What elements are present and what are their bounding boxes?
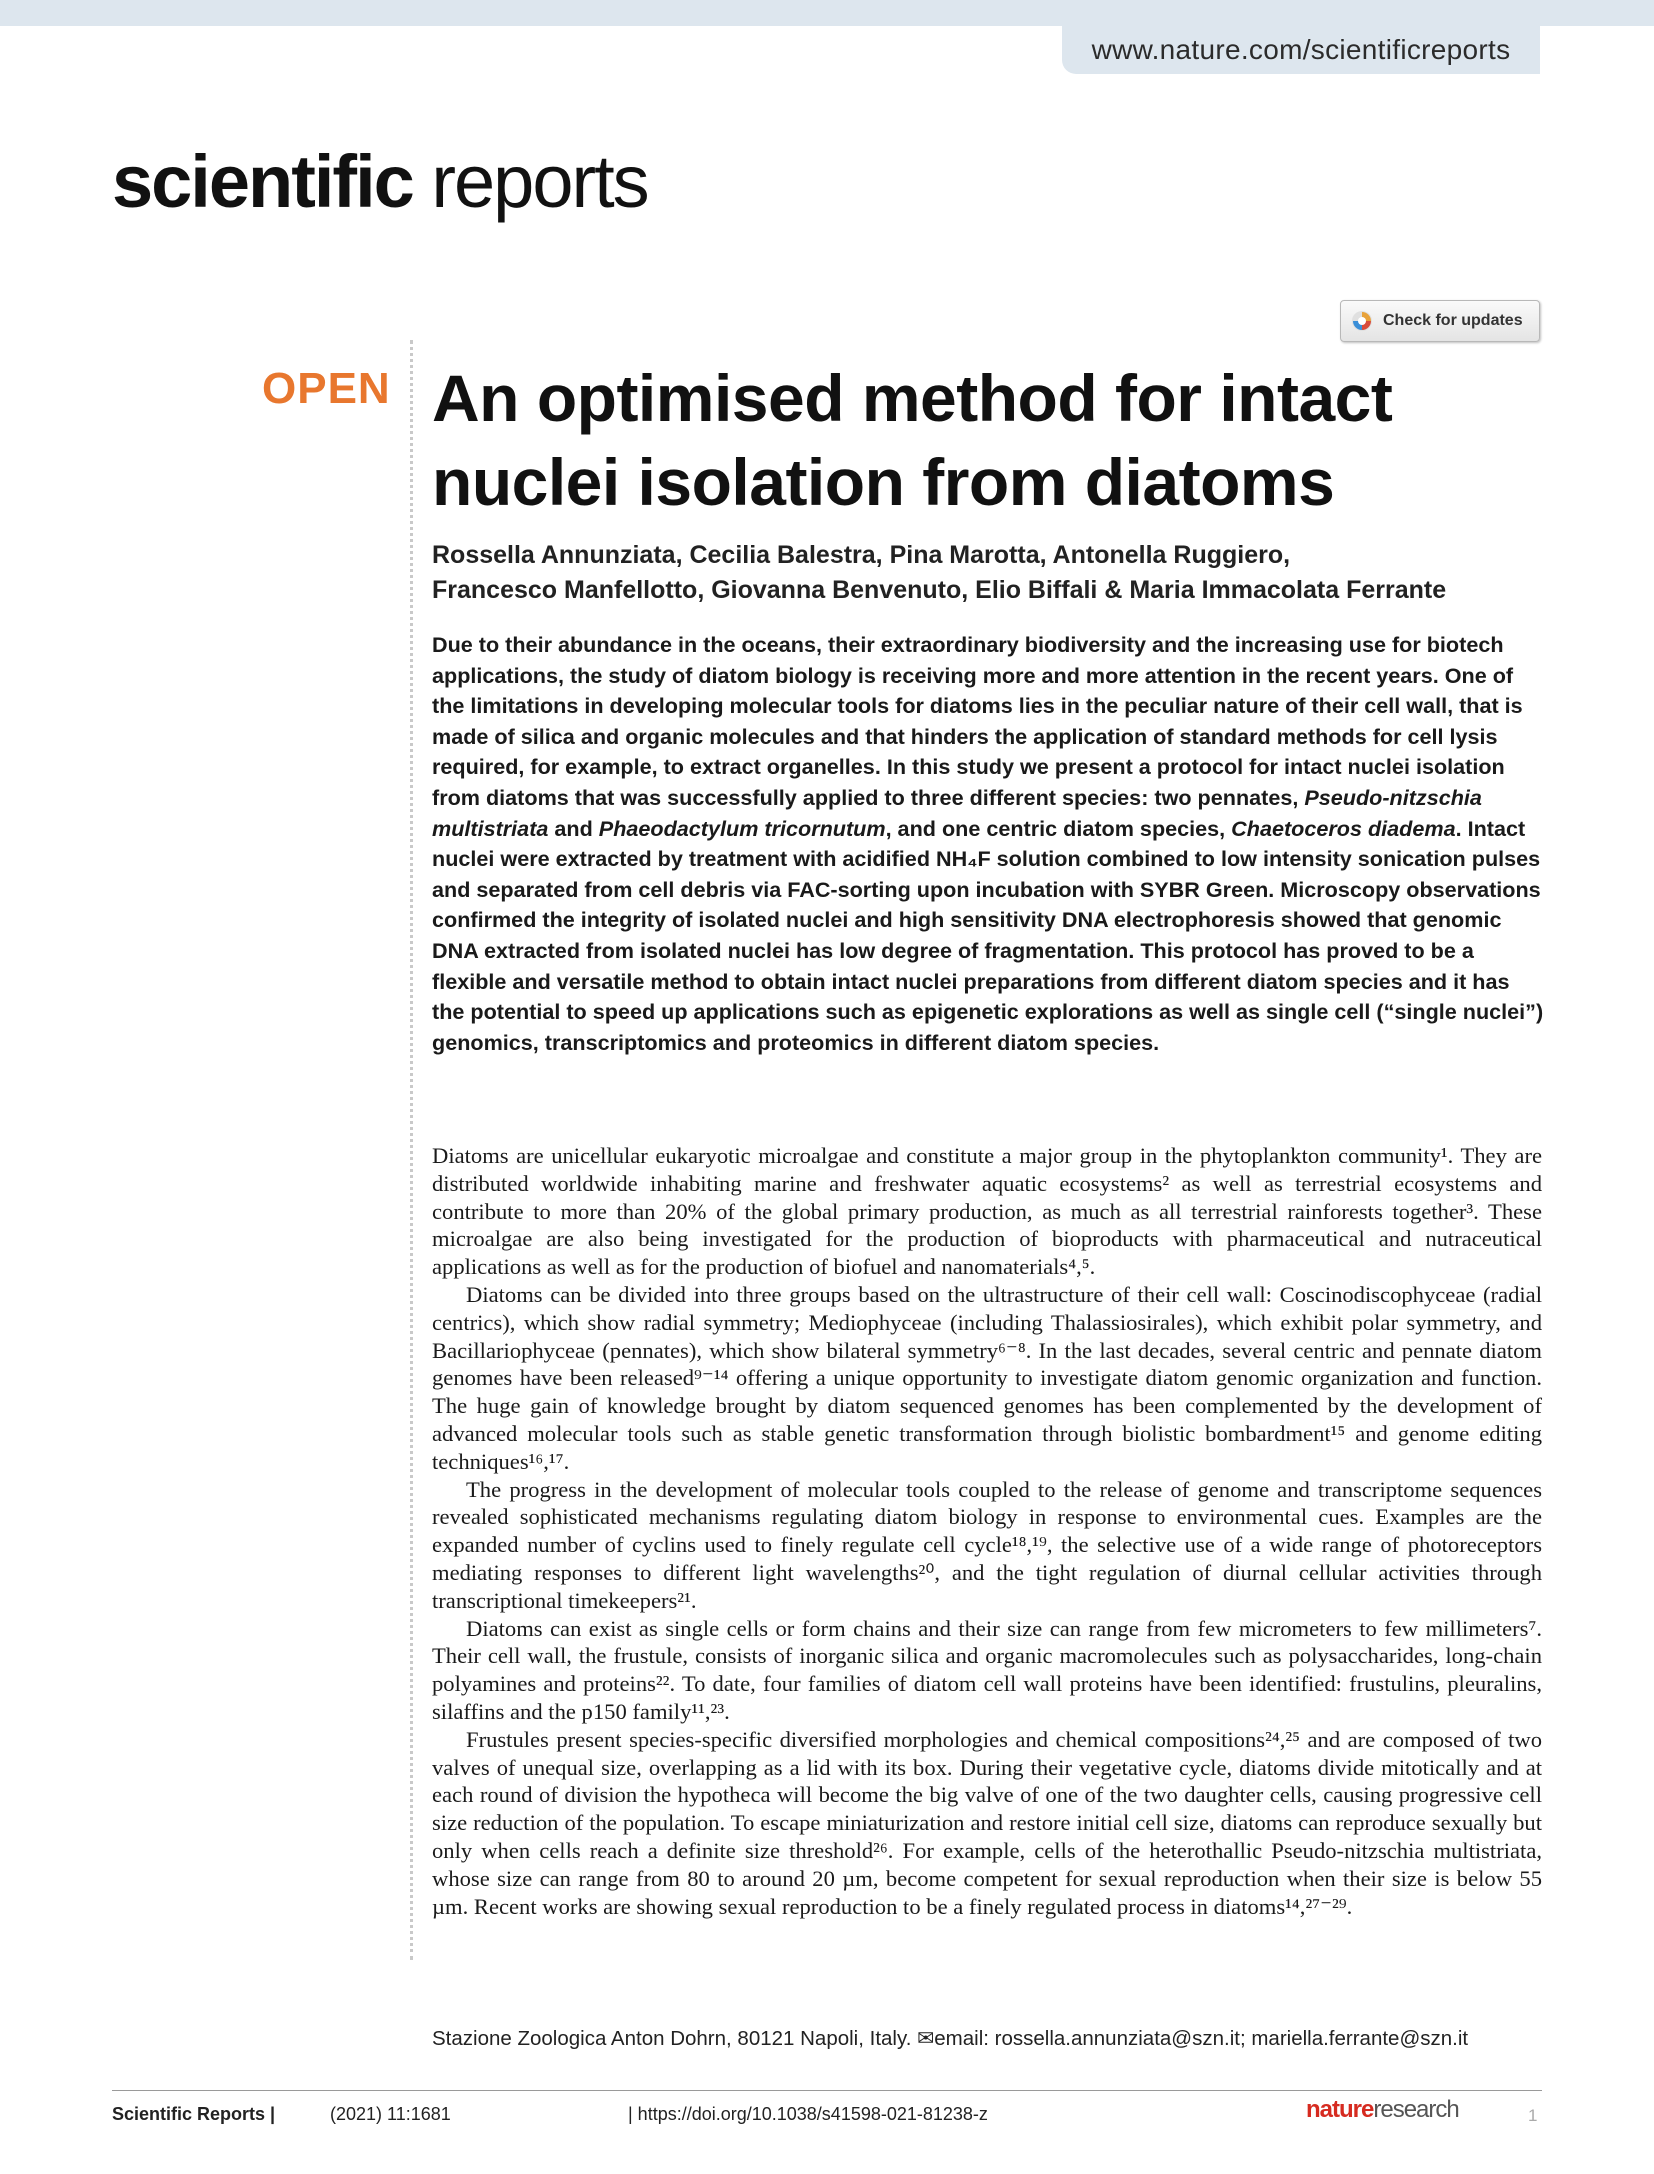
footer-citation: (2021) 11:1681: [330, 2104, 451, 2124]
paragraph: The progress in the development of molecular tools coupled to the release of genome and transcriptome sequences revealed sophisticated mechanisms regulating diatom biology in response to environmental cues. Examples are the expanded number of cyclins used to finely regulate cell cycle¹⁸,¹⁹, the selective use of a wide range of photoreceptors mediating responses to different light wavelengths²⁰, and the tight regulation of diurnal cellular activities through transcriptional timekeepers²¹.: [432, 1476, 1542, 1613]
paragraph: Diatoms can be divided into three groups based on the ultrastructure of their cell wall: Coscinodiscophyceae (radial centrics), which show radial symmetry; Mediophyceae (including Thalassiosirales), which exhibit polar symmetry, and Bacillariophyceae (pennates), which show bilateral symmetry⁶⁻⁸. In the last decades, several centric and pennate diatom genomes have been released⁹⁻¹⁴ offering a unique opportunity to investigate diatom genomic organization and function. The huge gain of knowledge brought by diatom sequenced genomes has been complemented by the development of advanced molecular tools such as stable genetic transformation through biolistic bombardment¹⁵ and genome editing techniques¹⁶,¹⁷.: [432, 1281, 1542, 1474]
footer-doi-link[interactable]: | https://doi.org/10.1038/s41598-021-81238-z: [628, 2104, 988, 2124]
main-text: [432, 1142, 1542, 1920]
authors-line-1: Rossella Annunziata, Cecilia Balestra, Pina Marotta, Antonella Ruggiero,: [432, 541, 1291, 569]
species-name: Pseudo-nitzschia multistriata: [432, 784, 1482, 841]
check-for-updates-button[interactable]: [1340, 300, 1540, 342]
masthead-bold: scientific: [112, 140, 413, 223]
paragraph: Diatoms can exist as single cells or form chains and their size can range from few micrometers to few millimeters⁷. Their cell wall, the frustule, consists of inorganic silica and organic macromolecules such as polysaccharides, long-chain polyamines and proteins²². To date, four families of diatom cell wall proteins have been identified: frustulins, pleuralins, silaffins and the p150 family¹¹,²³.: [432, 1615, 1542, 1724]
footer-rule: [112, 2090, 1542, 2091]
abstract: Due to their abundance in the oceans, their extraordinary biodiversity and the increasing use for biotech applications, the study of diatom biology is receiving more and more attention in the recent years. One of the limitations in developing molecular tools for diatoms lies in the peculiar nature of their cell wall, that is made of silica and organic molecules and that hinders the application of standard methods for cell lysis required, for example, to extract organelles. In this study we present a protocol for intact nuclei isolation from diatoms that was successfully applied to three different species: two pennates, Pseudo-nitzschia multistriata and Phaeodactylum tricornutum, and one centric diatom species, Chaetoceros diadema. Intact nuclei were extracted by treatment with acidified NH₄F solution combined to low intensity sonication pulses and separated from cell debris via FAC-sorting upon incubation with SYBR Green. Microscopy observations confirmed the integrity of isolated nuclei and high sensitivity DNA electrophoresis showed that genomic DNA extracted from isolated nuclei has low degree of fragmentation. This protocol has proved to be a flexible and versatile method to obtain intact nuclei preparations from different diatom species and it has the potential to speed up applications such as epigenetic explorations as well as single cell (“single nuclei”) genomics, transcriptomics and proteomics in different diatom species.: [432, 632, 1544, 1055]
footer-journal: Scientific Reports |: [112, 2104, 276, 2124]
publisher-logo: natureresearch: [1306, 2096, 1459, 2123]
paragraph: Diatoms are unicellular eukaryotic microalgae and constitute a major group in the phytoplankton community¹. They are distributed worldwide inhabiting marine and freshwater aquatic ecosystems² as well as terrestrial ecosystems and contribute to more than 20% of the global primary production, as much as all terrestrial rainforests together³. These microalgae are also being investigated for the production of bioproducts with pharmaceutical and nutraceutical applications as well as for the production of biofuel and nanomaterials⁴,⁵.: [432, 1143, 1542, 1280]
journal-url[interactable]: www.nature.com/scientificreports: [1062, 26, 1540, 74]
top-strip: [0, 0, 1654, 26]
affiliation: Stazione Zoologica Anton Dohrn, 80121 Napoli, Italy. ✉email: rossella.annunziata@szn.it; mariella.ferrante@szn.it: [432, 2027, 1469, 2050]
masthead-light: reports: [431, 140, 648, 223]
species-name: Chaetoceros diadema: [1231, 815, 1456, 841]
check-updates-label: Check for updates: [1383, 312, 1523, 329]
open-access-label: OPEN: [262, 364, 391, 413]
species-name: Phaeodactylum tricornutum: [598, 815, 886, 841]
page-number: 1: [1528, 2106, 1538, 2125]
author-list: [432, 538, 1552, 608]
paragraph: Frustules present species-specific diversified morphologies and chemical compositions²⁴,²⁵ and are composed of two valves of unequal size, overlapping as a lid with its box. During their vegetative cycle, diatoms divide mitotically and at each round of division the hypotheca will become the big valve of one of the two daughter cells, causing progressive cell size reduction of the population. To escape miniaturization and restore initial cell size, diatoms can reproduce sexually but only when cells reach a definite size threshold²⁶. For example, cells of the heterothallic Pseudo-nitzschia multistriata, whose size can range from 80 to around 20 µm, become competent for sexual reproduction when their size is below 55 µm. Recent works are showing sexual reproduction to be a finely regulated process in diatoms¹⁴,²⁷⁻²⁹.: [432, 1726, 1542, 1919]
journal-masthead: [112, 140, 648, 224]
crossmark-icon: [1351, 310, 1373, 332]
margin-rule: [410, 340, 413, 1960]
article-title: An optimised method for intact nuclei isolation from diatoms: [432, 361, 1393, 519]
authors-line-2: Francesco Manfellotto, Giovanna Benvenuto, Elio Biffali & Maria Immacolata Ferrante: [432, 576, 1447, 604]
